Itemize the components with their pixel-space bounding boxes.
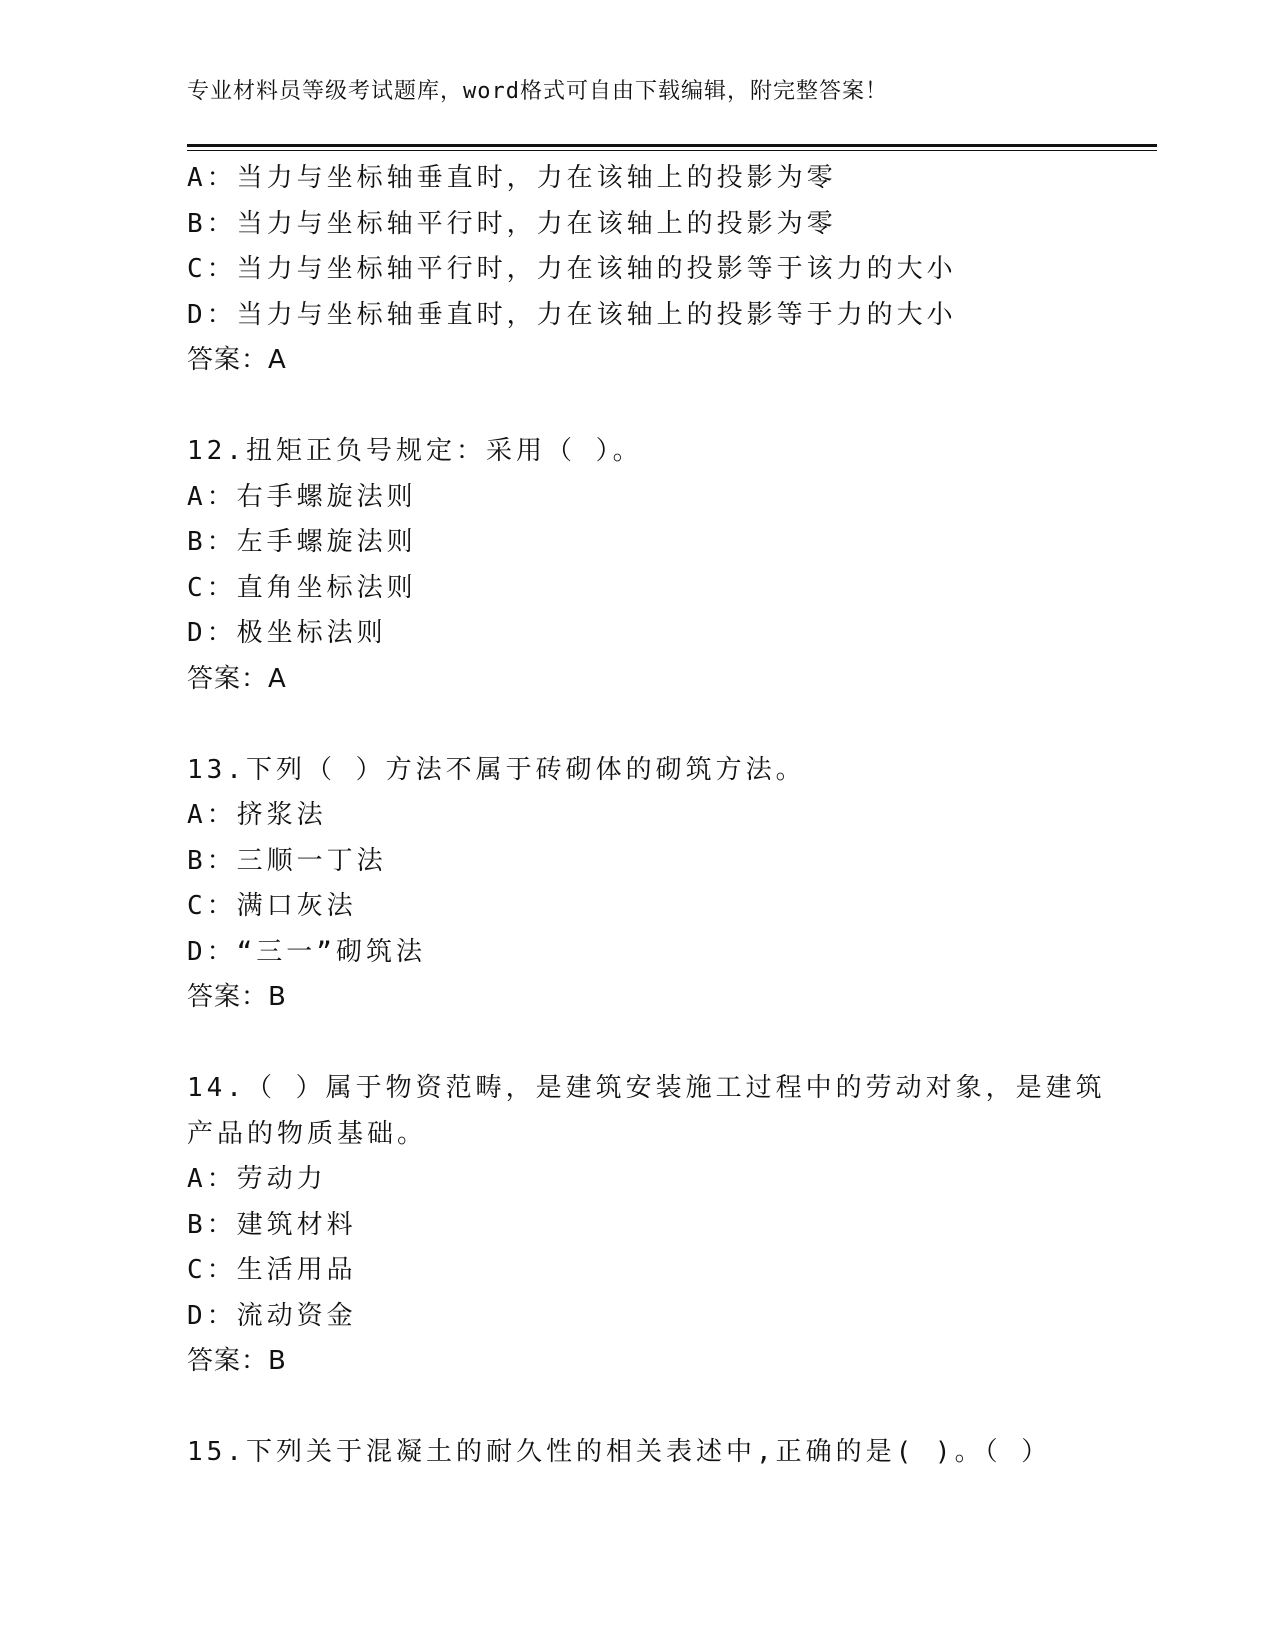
option-d: D：当力与坐标轴垂直时，力在该轴上的投影等于力的大小 bbox=[187, 299, 957, 330]
answer: 答案：B bbox=[187, 982, 287, 1012]
question-13 bbox=[187, 748, 1087, 1021]
option-b: B：建筑材料 bbox=[187, 1209, 357, 1240]
question-12 bbox=[187, 429, 1087, 702]
question-stem: 12.扭矩正负号规定：采用（ ）。 bbox=[187, 436, 643, 466]
option-c: C：当力与坐标轴平行时，力在该轴的投影等于该力的大小 bbox=[187, 254, 957, 284]
question-15 bbox=[187, 1430, 1087, 1476]
option-b: B：当力与坐标轴平行时，力在该轴上的投影为零 bbox=[187, 208, 837, 239]
option-b: B：左手螺旋法则 bbox=[187, 527, 417, 557]
question-list bbox=[187, 156, 1106, 1476]
question-11 bbox=[187, 156, 1087, 384]
option-d: D：流动资金 bbox=[187, 1300, 357, 1331]
option-b: B：三顺一丁法 bbox=[187, 845, 387, 876]
option-c: C：生活用品 bbox=[187, 1255, 357, 1285]
option-d: D：“三一”砌筑法 bbox=[187, 936, 426, 967]
answer: 答案：B bbox=[187, 1346, 287, 1376]
option-c: C：满口灰法 bbox=[187, 891, 357, 921]
question-stem-line-1: 14.（ ）属于物资范畴，是建筑安装施工过程中的劳动对象，是建筑 bbox=[187, 1073, 1106, 1103]
spacer bbox=[187, 384, 1087, 430]
option-a: A：当力与坐标轴垂直时，力在该轴上的投影为零 bbox=[187, 163, 837, 193]
spacer bbox=[187, 1385, 1087, 1431]
question-stem-line-2: 产品的物质基础。 bbox=[187, 1118, 428, 1149]
option-a: A：右手螺旋法则 bbox=[187, 481, 417, 512]
answer: 答案：A bbox=[187, 345, 287, 375]
option-a: A：挤浆法 bbox=[187, 800, 327, 830]
spacer bbox=[187, 1021, 1087, 1067]
option-a: A：劳动力 bbox=[187, 1164, 327, 1194]
header-rule-thin bbox=[187, 150, 1157, 151]
question-stem: 15.下列关于混凝土的耐久性的相关表述中,正确的是( )。（ ） bbox=[187, 1437, 1052, 1467]
option-c: C：直角坐标法则 bbox=[187, 572, 417, 603]
answer: 答案：A bbox=[187, 663, 287, 694]
question-14 bbox=[187, 1066, 1106, 1385]
header-rule-thick bbox=[187, 144, 1157, 147]
question-stem: 13.下列（ ）方法不属于砖砌体的砌筑方法。 bbox=[187, 754, 806, 785]
spacer bbox=[187, 702, 1087, 748]
option-d: D：极坐标法则 bbox=[187, 618, 387, 648]
page-header: 专业材料员等级考试题库，word格式可自由下载编辑，附完整答案！ bbox=[187, 79, 888, 104]
